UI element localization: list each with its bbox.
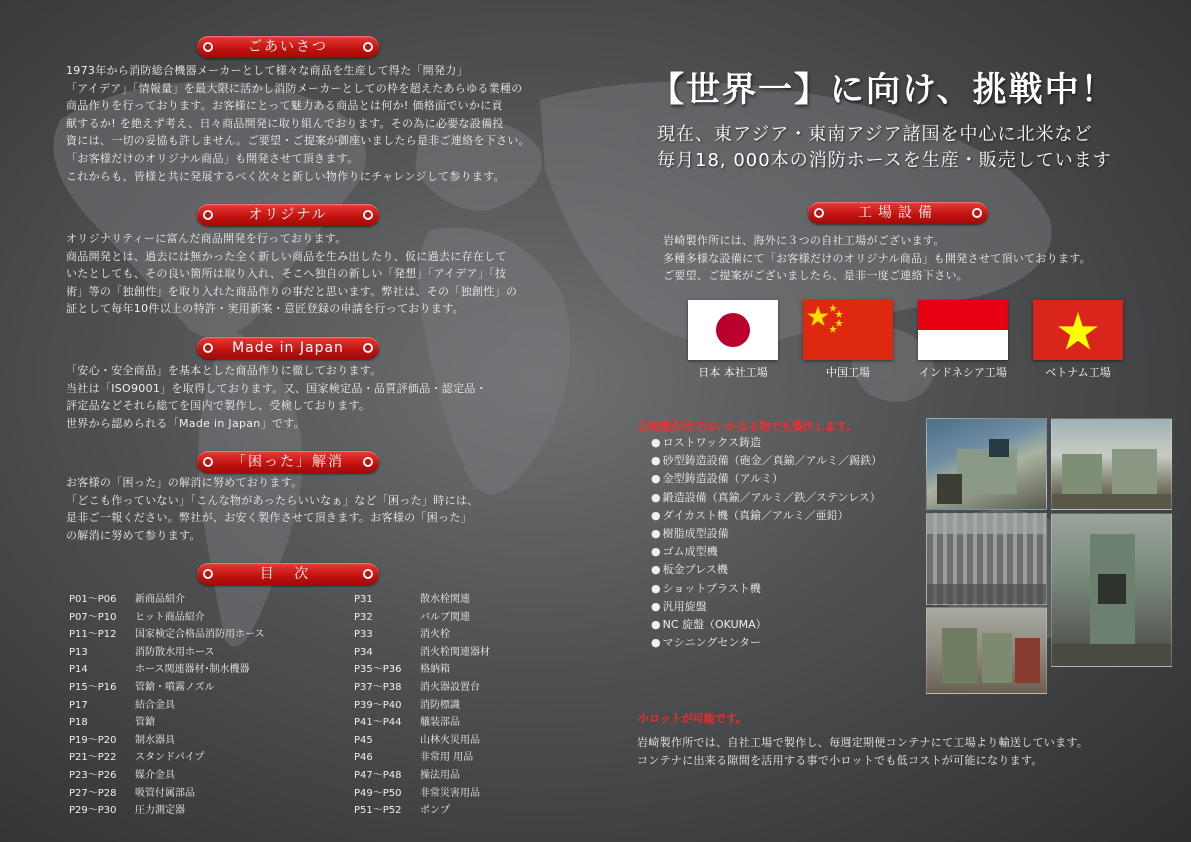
contents-row (69, 749, 265, 767)
text-line: 当社は「ISO9001」を取得しております。又、国家検定品・品質評価品・認定品・ (66, 381, 487, 395)
capabilities-list (651, 434, 882, 652)
contents-pages: P46 (354, 752, 373, 764)
vietnam-flag-icon (1033, 300, 1123, 360)
small-lot-title: 小ロットが可能です。 (638, 712, 747, 725)
contents-name: 新商品紹介 (135, 594, 185, 605)
contents-name: 管鎗 (135, 717, 155, 729)
contents-name: 非常用 用品 (420, 752, 474, 764)
contents-pages: P15～P16 (69, 681, 117, 693)
text-line: 術」等の「独創性」を取り入れた商品作りの事だと思います。弊社は、その「独創性」の (66, 284, 518, 298)
contents-row (69, 697, 265, 715)
section-title: ごあいさつ (248, 39, 328, 55)
capability-item: ● 砂型鋳造設備（砲金／真鍮／アルミ／錫鉄） (651, 452, 882, 470)
greeting-text (66, 62, 530, 185)
contents-row (354, 714, 490, 732)
text-line: 評定品などそれら総てを国内で製作し、受検しております。 (66, 399, 371, 413)
contents-row (354, 785, 490, 803)
contents-pages: P32 (354, 611, 373, 623)
capability-item: ● ロストワックス鋳造 (651, 434, 882, 452)
text-line: 岩崎製作所には、海外に３つの自社工場がございます。 (663, 234, 945, 247)
section-header-trouble (197, 451, 379, 473)
contents-name: 吸管付属部品 (135, 787, 195, 799)
decor-dot-icon: ● (973, 208, 981, 217)
contents-pages: P34 (354, 646, 373, 658)
contents-name: 媒介金具 (135, 769, 175, 781)
section-header-made-in-japan (197, 337, 379, 359)
contents-name: 非常災害用品 (420, 787, 480, 799)
capability-item: ● ショットブラスト機 (651, 580, 882, 598)
text-line: 「お客様だけのオリジナル商品」も開発させて頂きます。 (66, 151, 359, 165)
contents-name: 操法用品 (420, 769, 460, 781)
contents-row (354, 749, 490, 767)
contents-row (69, 609, 265, 627)
contents-pages: P39～P40 (354, 699, 402, 711)
trouble-text (66, 474, 479, 544)
made-in-japan-text (66, 362, 487, 432)
text-line: オリジナリティーに富んだ商品開発を行っております。 (66, 232, 347, 245)
contents-name: 消火器設置台 (420, 681, 480, 693)
contents-row (69, 644, 265, 662)
contents-pages: P07～P10 (69, 611, 117, 623)
contents-pages: P29～P30 (69, 805, 117, 817)
contents-row (69, 785, 265, 803)
sub-line: 現在、東アジア・東南アジア諸国を中心に北米など (657, 124, 1093, 145)
capability-item: ● ダイカスト機（真鍮／アルミ／亜鉛） (651, 507, 882, 525)
section-title: 「困った」解消 (232, 454, 344, 470)
section-header-factory (808, 202, 988, 224)
capability-item: ● 鍛造設備（真鍮／アルミ／鉄／ステンレス） (651, 489, 882, 507)
text-line: 「どこも作っていない」「こんな物があったらいいなぁ」など「困った」時には、 (66, 493, 479, 507)
contents-row (354, 591, 490, 609)
contents-row (354, 679, 490, 697)
contents-name: バルブ関連 (420, 611, 470, 623)
text-line: お客様の「困った」の解消に努めております。 (66, 476, 303, 489)
contents-name: 山林火災用品 (420, 734, 480, 746)
contents-row (354, 644, 490, 662)
text-line: 資には、一切の妥協も許しません。ご要望・ご提案が御座いましたら是非ご連絡を下さい。 (66, 134, 530, 148)
contents-row (354, 661, 490, 679)
text-line: 商品開発とは、過去には無かった全く新しい商品を生み出したり、仮に過去に存在して (66, 249, 507, 263)
contents-pages: P11～P12 (69, 629, 117, 641)
contents-row (69, 661, 265, 679)
capability-item: ● 板金プレス機 (651, 561, 882, 579)
text-line: 献するか! を絶えず考え、日々商品開発に取り組んでおります。その為に必要な設備投 (66, 116, 504, 130)
contents-pages: P45 (354, 734, 373, 746)
contents-name: スタンドパイプ (135, 752, 205, 764)
contents-name: 管鎗・噴霧ノズル (135, 681, 215, 693)
section-header-contents (197, 563, 379, 585)
text-line: 是非ご一報ください。弊社が、お安く製作させて頂きます。お客様の「困った」 (66, 511, 472, 525)
contents-pages: P37～P38 (354, 681, 402, 693)
text-line: ご要望、ご提案がございましたら、是非一度ご連絡下さい。 (663, 269, 969, 283)
contents-column-1 (69, 591, 265, 820)
contents-row (69, 626, 265, 644)
text-line: いたとしても、その良い箇所は取り入れ、そこへ独自の新しい「発想」「アイデア」「技 (66, 267, 507, 281)
contents-row (354, 767, 490, 785)
factory-photo-molds (926, 513, 1047, 605)
contents-pages: P49～P50 (354, 787, 402, 799)
contents-row (69, 802, 265, 820)
contents-name: 結合金具 (135, 699, 175, 711)
flag-label-china: 中国工場 (826, 366, 870, 379)
contents-row (354, 697, 490, 715)
flag-label-japan: 日本 本社工場 (698, 366, 768, 379)
contents-name: 制水器具 (135, 734, 175, 746)
contents-row (69, 591, 265, 609)
contents-pages: P19～P20 (69, 734, 117, 746)
text-line: 世界から認められる「Made in Japan」です。 (66, 416, 305, 430)
text-line: これからも、皆様と共に発展するべく次々と新しい物作りにチャレンジして参ります。 (66, 169, 505, 183)
contents-row (354, 802, 490, 820)
china-flag-icon (803, 300, 893, 360)
factory-photo-workshop (1051, 418, 1172, 510)
contents-row (69, 714, 265, 732)
contents-pages: P23～P26 (69, 769, 117, 781)
decor-dot-icon: ● (364, 343, 372, 352)
text-line: 岩崎製作所では、自社工場で製作し、毎週定期便コンテナにて工場より輸送しています。 (637, 736, 1089, 749)
factory-photo-forge (1051, 513, 1172, 667)
decor-dot-icon: ● (364, 42, 372, 51)
capability-item: ● NC 旋盤（OKUMA） (651, 616, 882, 634)
text-line: 1973年から消防総合機器メーカーとして様々な商品を生産して得た「開発力」 (66, 64, 468, 77)
contents-name: ヒット商品紹介 (135, 611, 205, 623)
contents-pages: P18 (69, 717, 88, 729)
contents-row (69, 732, 265, 750)
text-line: コンテナに出来る隙間を活用する事で小ロットでも低コストが可能になります。 (637, 753, 1043, 767)
text-line: 証として毎年10件以上の特許・実用新案・意匠登録の申請を行っております。 (66, 302, 464, 316)
small-lot-text (637, 734, 1088, 769)
decor-dot-icon: ● (364, 569, 372, 578)
section-header-original (197, 204, 379, 226)
decor-dot-icon: ● (204, 343, 212, 352)
text-line: の解消に努めて参ります。 (66, 528, 201, 542)
section-header-greeting (197, 36, 379, 58)
contents-name: 消防散水用ホース (135, 646, 215, 658)
decor-dot-icon: ● (815, 208, 823, 217)
contents-name: 艤装部品 (420, 717, 460, 729)
contents-column-2 (354, 591, 490, 820)
contents-name: 格納箱 (420, 664, 450, 676)
text-line: 商品作りを行っております。お客様にとって魅力ある商品とは何か! 価格面でいかに貢 (66, 99, 503, 113)
contents-name: 消防標識 (420, 699, 460, 711)
contents-name: ポンプ (420, 805, 450, 817)
capability-item: ● 樹脂成型設備 (651, 525, 882, 543)
contents-pages: P21～P22 (69, 752, 117, 764)
factory-text (663, 232, 1091, 285)
contents-row (354, 732, 490, 750)
contents-pages: P13 (69, 646, 88, 658)
contents-pages: P27～P28 (69, 787, 117, 799)
contents-name: 国家検定合格品消防用ホース (135, 629, 265, 641)
section-title: Made in Japan (232, 340, 344, 356)
text-line: 「安心・安全商品」を基本とした商品作りに徹しております。 (66, 364, 382, 377)
contents-name: ホース関連器材･制水機器 (135, 664, 250, 676)
capabilities-title: 岩崎製作所ではいかなる物でも製作します。 (638, 420, 858, 433)
contents-pages: P14 (69, 664, 88, 676)
sub-line: 毎月18, 000本の消防ホースを生産・販売しています (657, 150, 1112, 171)
contents-pages: P31 (354, 594, 373, 605)
contents-name: 圧力測定器 (135, 805, 185, 817)
text-line: 「アイデア」「情報量」を最大限に活かし消防メーカーとしての枠を超えたあらゆる業種の (66, 81, 523, 95)
decor-dot-icon: ● (204, 210, 212, 219)
headline: 【世界一】に向け、挑戦中！ (650, 70, 1117, 110)
contents-row (354, 626, 490, 644)
section-title: オリジナル (248, 207, 328, 223)
contents-pages: P35～P36 (354, 664, 402, 676)
contents-row (69, 767, 265, 785)
section-title: 工場設備 (858, 205, 938, 221)
contents-name: 消火栓関連器材 (420, 646, 490, 658)
capability-item: ● ゴム成型機 (651, 543, 882, 561)
japan-flag-icon (688, 300, 778, 360)
contents-row (354, 609, 490, 627)
flag-label-indonesia: インドネシア工場 (919, 366, 1007, 379)
original-text (66, 230, 517, 318)
contents-name: 散水栓関連 (420, 594, 470, 605)
contents-pages: P17 (69, 699, 88, 711)
contents-pages: P01～P06 (69, 594, 117, 605)
factory-photo-lathe (926, 418, 1047, 510)
contents-name: 消火栓 (420, 629, 450, 641)
factory-photo-press (926, 607, 1047, 694)
decor-dot-icon: ● (204, 569, 212, 578)
contents-pages: P51～P52 (354, 805, 402, 817)
indonesia-flag-icon (918, 300, 1008, 360)
section-title: 目 次 (259, 566, 317, 582)
contents-pages: P41～P44 (354, 717, 402, 729)
capability-item: ● マシニングセンター (651, 634, 882, 652)
contents-pages: P47～P48 (354, 769, 402, 781)
text-line: 多種多様な設備にて「お客様だけのオリジナル商品」も開発させて頂いております。 (663, 251, 1091, 265)
capability-item: ● 金型鋳造設備（アルミ） (651, 470, 882, 488)
contents-row (69, 679, 265, 697)
decor-dot-icon: ● (204, 42, 212, 51)
contents-pages: P33 (354, 629, 373, 641)
flag-label-vietnam: ベトナム工場 (1045, 366, 1111, 379)
capability-item: ● 汎用旋盤 (651, 598, 882, 616)
decor-dot-icon: ● (364, 210, 372, 219)
decor-dot-icon: ● (364, 457, 372, 466)
decor-dot-icon: ● (204, 457, 212, 466)
